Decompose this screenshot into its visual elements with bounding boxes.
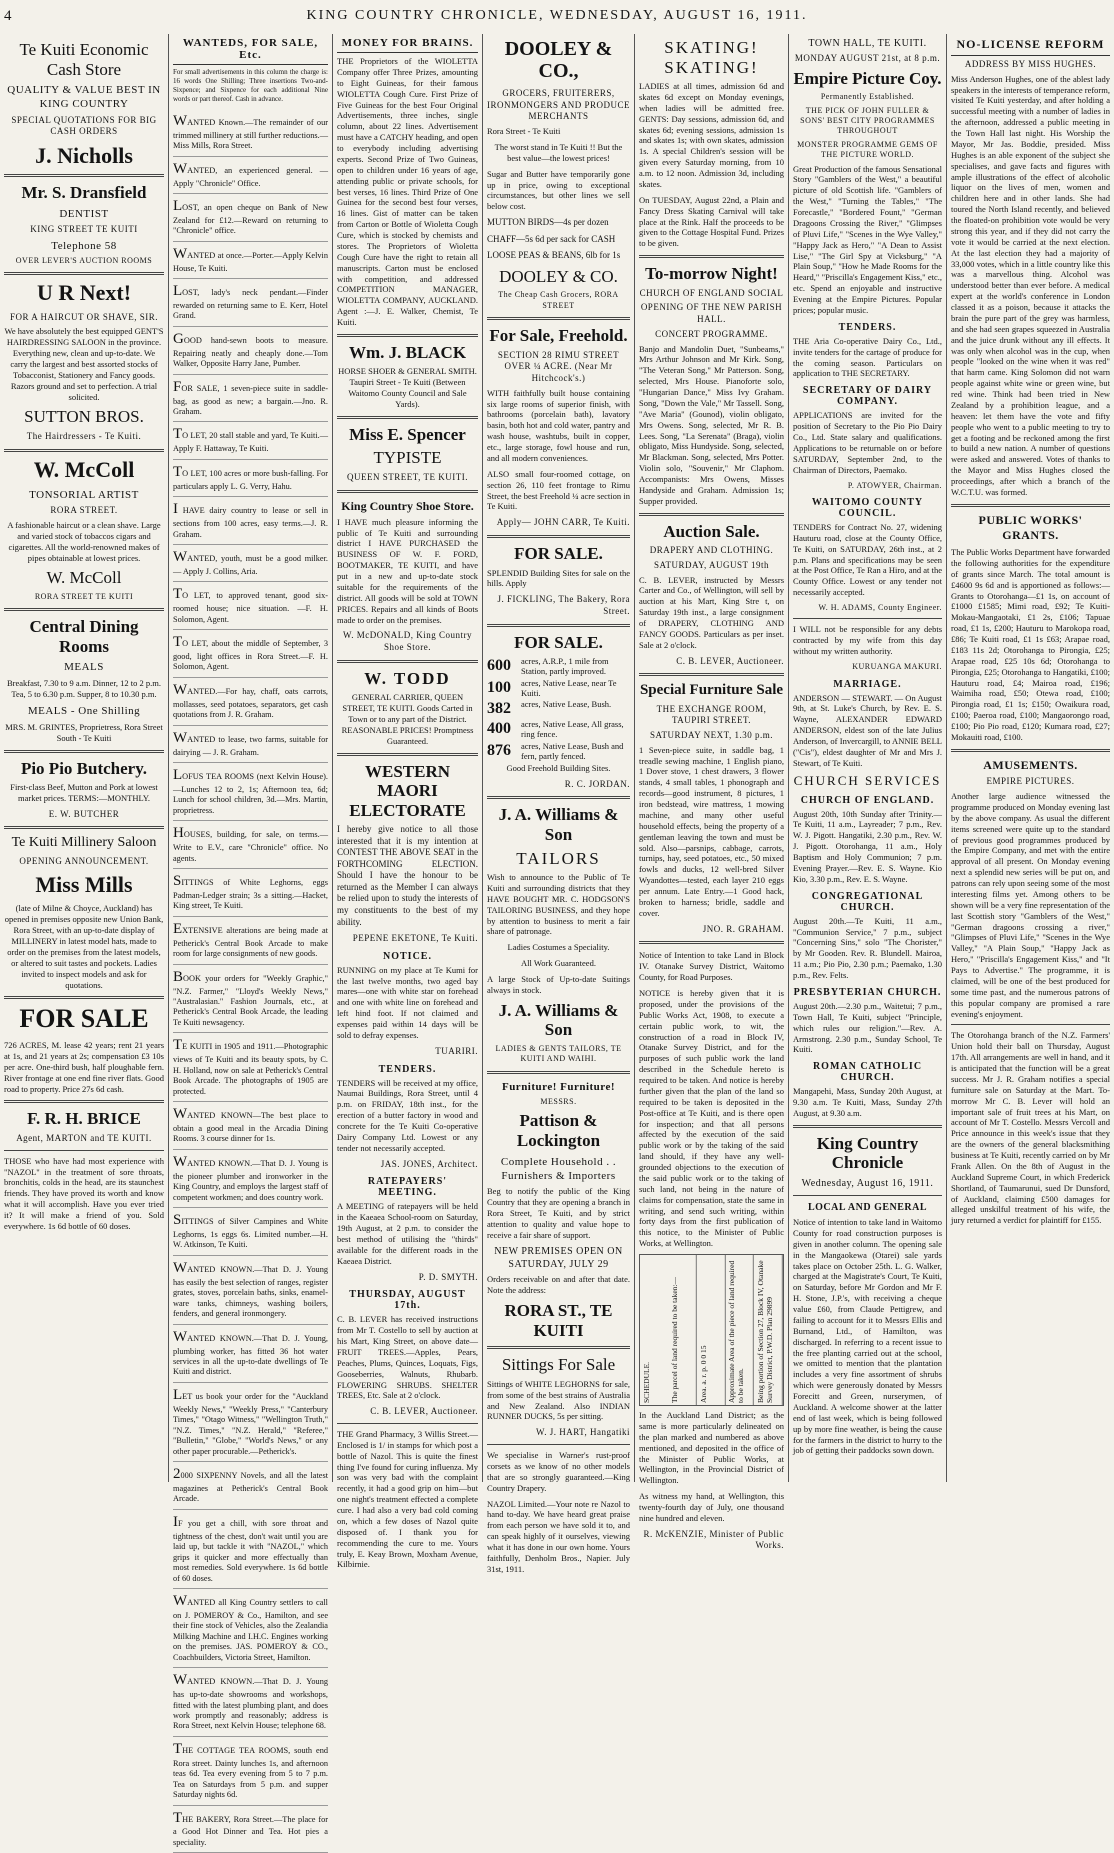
column-4 [482, 34, 634, 1574]
shoe-store-text: I HAVE much pleasure informing the public of Te Kuiti and surrounding district I HAVE PURCHASED the BUSINESS OF W. F. FORD, BOOTMAKER, TE KUITI, and have put in a new and up-to-date stock suitable for the requirements of the district. All goods will be sold at TOWN PRICES. Repairs and all kinds of Boots made to order on the premises. [337, 516, 478, 625]
millinery-name: Te Kuiti Millinery Saloon [11, 835, 157, 851]
lot-acres: 400 [487, 720, 511, 738]
todd-sub: GENERAL CARRIER, QUEEN STREET, TE KUITI. Goods Carted in Town or to any part of the District. REASONABLE PRICES! Promptness Guaranteed. [341, 692, 474, 746]
cottage-text: ALSO small four-roomed cottage, on section 26, 110 feet frontage to Rimu Street, the best Freehold ¼ acre section in Te Kuiti. [487, 468, 630, 512]
sutton-name: SUTTON BROS. [24, 407, 144, 427]
spencer-name: Miss E. Spencer [349, 424, 466, 444]
wanted-ad: LOFUS TEA ROOMS (next Kelvin House).—Lunches 12 to 2, 1s; Afternoon tea, 6d; Lunch for school children, 3d.—Mrs. Martin, proprietress. [173, 763, 328, 821]
atower-sign: P. ATOWYER, Chairman. [847, 480, 942, 490]
local-heading: LOCAL AND GENERAL [807, 1202, 928, 1214]
column-5 [634, 34, 788, 1551]
wanted-ad: WANTED to lease, two farms, suitable for dairying — J. R. Graham. [173, 726, 328, 763]
messrs-label: MESSRS. [540, 1097, 577, 1107]
tomorrow-heading: To-morrow Night! [645, 264, 778, 284]
town-hall: TOWN HALL, TE KUITI. [808, 38, 927, 49]
land-lot [487, 678, 630, 698]
roman-text: Mangapehi, Mass, Sunday 20th August, at 9.30 a.m. Te Kuiti, Mass, Sunday 27th August, at 9.30 a.m. [793, 1086, 942, 1119]
mckenzie-sign: R. McKENZIE, Minister of Public Works. [643, 1528, 784, 1551]
wanted-ad: LET us book your order for the "Auckland Weekly News," "Weekly Press," "Canterbury Times," "Otago Witness," "Wellington Truth," "N.Z. Times," "N.Z. Herald," "Referee," "Bulletin," "Globe," "World's News," or any other paper procurable.—Petherick's. [173, 1383, 328, 1462]
land-lot [487, 699, 630, 718]
wanted-ad: THE BAKERY, Rora Street.—The place for a Good Hot Dinner and Tea. Hot pies a speciality. [173, 1806, 328, 1853]
tenders-text: TENDERS will be received at my office, Naumai Buildings, Rora Street, until 4 p.m. on FRIDAY, 18th inst., for the erection of a butter factory in wood and concrete for the Te Kuiti Co-operative Dairy Company Ltd. Lowest or any tender not necessarily accepted. [337, 1077, 478, 1153]
exchange-room: THE EXCHANGE ROOM, TAUPIRI STREET. [656, 703, 767, 726]
mccoll-address-2: RORA STREET TE KUITI [34, 591, 134, 601]
graham-sign: JNO. R. GRAHAM. [702, 923, 784, 934]
notice-text: RUNNING on my place at Te Kumi for the last twelve months, two aged bay mares—one with white star on forehead and one with white line on forehead and left hind foot. If not claimed and expenses paid within 14 days will be sold to defray expenses. [337, 964, 478, 1040]
marriage-text: ANDERSON — STEWART. — On August 9th, at St. Luke's Church, by Rev. E. S. Wayne, ALEXANDER EDWARD ANDERSON, eldest son of the late Julius Anderson, of Invercargill, to ANNIE BELL ("Cis"), eldest daughter of Mr and Mrs J. Stewart, of Te Kuiti. [793, 692, 942, 768]
wanted-ad: TE KUITI in 1905 and 1911.—Photographic views of Te Kuiti and its beauty spots, by C. H. Holland, now on sale at Petherick's Central Book Arcade. The photographs of 1905 are protected. [173, 1033, 328, 1102]
butchery-name: Pio Pio Butchery. [20, 758, 148, 778]
responsible-text: I WILL not be responsible for any debts contracted by my wife from this day without my written authority. [793, 624, 942, 657]
lot-acres: 600 [487, 657, 511, 675]
public-works-text: The Public Works Department have forwarded the following authorities for the expenditure of grants since March. The total amount is £4600 9s 6d and is apportioned as follows:—Grants to Otorohanga—£1 1s, on account of £1000 £1585; Mimi road, £92; Te Kuiti-Mokau-Mangaotaki, £1 2s, £106; Tapuae road, £1 1s, £200; Hauturu to Marokopa road, £86; Te Kuiti road, £1 1s £63; Arapae road, £183 11s 2d; Otorohanga to Pirongia, £25; Arapae road, £25 10s 6d; Otorohanga to Pirongia, £25; Otorohanga to Hangatiki, £100; Hauturu road, £4; Mairoa road, £196; Waimiha road, £50; Otewa road, £100; Pirongia road, £1 1s; £150; Owaikura road, £100; Paeroa road, £100; Mangaorongo road, £100; Pio Pio road, £120; Kumara road, £27; Mokauiti road, £100. [951, 547, 1110, 742]
wanted-ad: WANTED at once.—Porter.—Apply Kelvin House, Te Kuiti. [173, 242, 328, 279]
ratepayers-heading: RATEPAYERS' MEETING. [367, 1176, 448, 1199]
dooley-sub: GROCERS, FRUITERERS, IRONMONGERS AND PRODUCE MERCHANTS [487, 88, 631, 122]
auction-heading: Auction Sale. [663, 521, 760, 541]
nazol-ad: THOSE who have had most experience with "NAZOL" in the treatment of sore throats, bronchitis, colds in the head, are its staunchest friends. They have proved its worth and know what it will accomplish. Have you ever tried it? It will make a friend of you. Sold everywhere. 1s 6d bottle of 60 doses. [4, 1155, 164, 1231]
black-sub: HORSE SHOER & GENERAL SMITH. Taupiri Street - Te Kuiti (Between Waitomo County Council and Sale Yards). [338, 366, 477, 410]
wanted-ad: EXTENSIVE alterations are being made at Petherick's Central Book Arcade to make room for large consignments of new goods. [173, 917, 328, 965]
lot-acres: 876 [487, 741, 511, 759]
column-3 [332, 34, 482, 1570]
adams-sign: W. H. ADAMS, County Engineer. [818, 603, 942, 613]
butcher-name: E. W. BUTCHER [48, 808, 120, 819]
schedule-cell: Area. a. r. p. 0 0 15 [697, 1255, 726, 1405]
applications-text: APPLICATIONS are invited for the position of Secretary to the Pio Pio Dairy Co., Ltd. State salary and qualifications. Applications to be returnable on or before SATURDAY, September 2nd, to the Chairman of Directors, Paemako. [793, 410, 942, 475]
fickling-sign: J. FICKLING, The Bakery, Rora Street. [497, 594, 630, 616]
page-number: 4 [4, 8, 12, 24]
mccoll-name-2: W. McColl [46, 568, 122, 588]
dooley-sub-2: The Cheap Cash Grocers, RORA STREET [498, 290, 619, 310]
cong-heading: CONGREGATIONAL CHURCH. [811, 890, 924, 913]
haircut-line: FOR A HAIRCUT OR SHAVE, SIR. [10, 311, 158, 322]
ratepayers-text: A MEETING of ratepayers will be held in the Kaeaea School-room on Saturday, 19th August, at 2 p.m. to consider the best method of utilising the "thirds" available for the different roads in the Kaeaea District. [337, 1201, 478, 1266]
williams-name: J. A. Williams & Son [498, 805, 619, 844]
pres-text: August 20th.—2.30 p.m., Waitetui; 7 p.m., Town Hall, Te Kuiti, subject "Principle, which rules our religion."—Rev. A. Armstrong. 2.30 p.m., Sunday School, Te Kuiti. [793, 1000, 942, 1055]
section-text: WITH faithfully built house containing six large rooms of superior finish, with bathrooms (porcelain bath), lavatory basin, both hot and cold water, pantry and wash house, washtubs, built in copper, etc., large storage, fowl house and run, and all modern conveniences. [487, 387, 630, 463]
notice-land-text: NOTICE is hereby given that it is proposed, under the provisions of the Public Works Act, 1908, to execute a certain public work, to wit, the construction of a road in Block IV, Otanake Survey District, and for the purposes of such public work the land described in the Schedule hereto is required to be taken. And notice is hereby further given that the plan of the land so required to be taken is deposited in the Post-office at Te Kuiti, and is there open for inspection; and that all persons affected by the execution of the said public work or by the taking of the said land should, if they have any well-grounded objections to the execution of the said public work or to the taking of such land, not being in the nature of claims for compensation, state the same in writing, and send such writing, within forty days from the first publication of this notice, to the Minister of Public Works, at Wellington. [639, 988, 784, 1249]
chaff-price: CHAFF—5s 6d per sack for CASH [487, 233, 616, 244]
mills-text: (late of Milne & Choyce, Auckland) has opened in premises opposite new Union Bank, Rora Street, with an up-to-date display of MILLINERY in latest model hats, made to order on the premises from the latest models, or altered to suit tastes and pockets. Ladies invited to inspect models and ask for quotations. [4, 903, 164, 990]
saloon-text: We have absolutely the best equipped GENT'S HAIRDRESSING SALOON in the province. Everything new, clean and up-to-date. We carry the largest and best assorted stocks of Tobacconist, Stationery and Fancy goods. Razors ground and set to perfection. A trial solicited. [4, 326, 164, 402]
tenders-heading-6: TENDERS. [838, 321, 897, 333]
drapery-line: DRAPERY AND CLOTHING. [649, 545, 774, 556]
nolicense-heading: NO-LICENSE REFORM [951, 34, 1110, 56]
thursday-text: C. B. LEVER has received instructions from Mr T. Costello to sell by auction at his Mart, King Street, on above date— FRUIT TREES.—Apples, Pears, Peaches, Plums, Quinces, Loquats, Figs, Gooseberries, Walnuts, Rhubarb. FLOWERING SHRUBS. SHELTER TREES, Etc. Sale at 2 o'clock. [337, 1314, 478, 1401]
district-text: In the Auckland Land District; as the same is more particularly delineated on the plan marked and numbered as above mentioned, and deposited in the office of the Minister of Public Works, at Wellington, in the Provincial District of Wellington. [639, 1410, 784, 1486]
wanted-ad: WANTED Known.—The remainder of our trimmed millinery at still further reductions.—Miss Mills, Rora Street. [173, 109, 328, 157]
for-sale-1-heading: FOR SALE. [514, 543, 603, 563]
for-sale-2-heading: FOR SALE. [514, 632, 603, 652]
misc-news-text: The Otorohanga branch of the N.Z. Farmers' Union hold their ball on Thursday, August 17th. All arrangements are well in hand, and it is anticipated that the function will be a great success. Mr J. R. Graham notifies a special furniture sale on Saturday at the Mart. To-morrow Mr C. B. Lever will hold an important sale of fruit trees at his Mart, on account of Mr T. Costello. Messrs Vercoll and Price announce in this week's issue that they are the owners of the general blacksmithing business at Te Kuiti, recently carried on by Mr Frank Allen. On the 8th of August in the Auckland Supreme Court, in which Frederick Shortland, of Taumarunui, sued Dr Dunsford, of Auckland, claiming £500 damages for alleged unskilful treatment of his wife, the jury returned a verdict for plaintiff for £155. [951, 1030, 1110, 1226]
special-sale-heading: Special Furniture Sale [639, 682, 784, 699]
kcc-title: King Country Chronicle [816, 1133, 919, 1173]
wanted-ad: TO LET, 100 acres or more bush-falling. For particulars apply L. G. Verry, Hahu. [173, 460, 328, 497]
wanted-ad: IF you get a chill, with sore throat and tightness of the chest, don't wait until you are laid up, but tackle it with "NAZOL," which grips it quicker and more effectually than most remedies. Sold everywhere. 1s 6d bottle of 60 doses. [173, 1510, 328, 1589]
lever-sign: C. B. LEVER, Auctioneer. [370, 1406, 478, 1417]
wanteds-intro: For small advertisements in this column the charge is: 16 words One Shilling; Three insertions Two-and-Sixpence; and Sixpence for each additional Nine words or part thereof. Cash in advance. [173, 68, 328, 103]
church-services-heading: CHURCH SERVICES [793, 772, 942, 788]
jordan-sign: R. C. JORDAN. [564, 778, 630, 789]
wanted-ad: LOST, lady's neck pendant.—Finder rewarded on returning same to E. Kerr, Hotel Grand. [173, 279, 328, 327]
black-name: Wm. J. BLACK [348, 342, 467, 362]
mutton-birds: MUTTON BIRDS—4s per dozen [487, 217, 609, 228]
dooley-name: DOOLEY & CO., [504, 38, 613, 82]
rora-address: RORA ST., TE KUITI [504, 1301, 613, 1340]
williams-text: Wish to announce to the Public of Te Kuiti and surrounding districts that they HAVE BOUGHT MR. C. HODGSON'S TAILORING BUSINESS, and they hope by attention to business to merit a fair share of patronage. [487, 872, 630, 937]
hart-sign: W. J. HART, Hangatiki [536, 1427, 630, 1438]
lot-acres: 100 [487, 678, 511, 696]
shop-tagline: QUALITY & VALUE BEST IN KING COUNTRY [7, 84, 161, 111]
monster-line: MONSTER PROGRAMME GEMS OF THE PICTURE WORLD. [797, 139, 938, 160]
wanted-ad: 2000 SIXPENNY Novels, and all the latest magazines at Petherick's Central Book Arcade. [173, 1462, 328, 1510]
millinery-opening: OPENING ANNOUNCEMENT. [19, 855, 149, 866]
mccoll-name: W. McColl [33, 456, 135, 482]
smyth-sign: P. D. SMYTH. [418, 1271, 478, 1282]
meals-price: MEALS - One Shilling [27, 705, 141, 718]
cofe-heading: CHURCH OF ENGLAND. [800, 794, 935, 806]
dooley-name-2: DOOLEY & CO. [499, 266, 618, 286]
warner-text: We specialise in Warner's rust-proof corsets as we know of no other models that are so strongly guaranteed.—King Country Drapery. [487, 1450, 630, 1493]
schedule-cell: SCHEDULE. [642, 1361, 651, 1403]
wanted-ad: TO LET, about the middle of September, 3 good, light offices in Rora Street.—F. H. Solomon, Agent. [173, 630, 328, 678]
wanted-ad: BOOK your orders for "Weekly Graphic," "N.Z. Farmer," "Lloyd's Weekly News," "Australasian." Fashion Journals, etc., at Petherick's Central Book Arcade, the leading Te Kuiti newsagency. [173, 965, 328, 1034]
register-line: Good Freehold Building Sites. [506, 762, 611, 773]
wanted-ad: WANTED KNOWN.—That D. J. Young has up-to-date showrooms and workshops, fitted with the latest plumbing plant, and does work promptly and reasonably; address is Rora Street, next Kelvin House; telephone 68. [173, 1668, 328, 1737]
wanteds-header: WANTEDS, FOR SALE, Etc. [173, 34, 328, 65]
brice-sub: Agent, MARTON and TE KUITI. [16, 1132, 152, 1143]
wanted-ad: TO LET, 20 stall stable and yard, Te Kuiti.—Apply F. Hattaway, Te Kuiti. [173, 422, 328, 459]
wanted-ad: WANTED, youth, must be a good milker. — Apply J. Collins, Aria. [173, 545, 328, 582]
mcdonald-sign: W. McDONALD, King Country Shoe Store. [343, 630, 472, 653]
carnival-text: On TUESDAY, August 22nd, a Plain and Fancy Dress Skating Carnival will take place at the Rink. Half the proceeds to be given to the Cottage Hospital Fund. Prizes to be given. [639, 194, 784, 249]
empire-text: Great Production of the famous Sensational Story "Gamblers of the West," a beautiful picture of old Scottish life. "Gamblers of the West," "Turning the Tables," "The Forecastle," "Bordered Fount," "German Dragoons Crossing the River," "Glimpses of Pluvi Life," "Scenes in the Wye Valley," "Happy Jack as Hero," "A Dean to Assist Lise," "The Girl Spy at Vicksburg," "A Plain Soup," "How he Made Rooms for the Heard," "Priscilla's Engagement Kiss," etc., etc. Spend an enjoyable and instructive Evening at the Empire Pictures. Popular prices; popular music. [793, 163, 942, 315]
sittings-text: Sittings of WHITE LEGHORNS for sale, from some of the best strains of Australia and New Zealand. Also INDIAN RUNNER DUCKS, 5s per sitting. [487, 1378, 630, 1422]
saturday-next: SATURDAY NEXT, 1.30 p.m. [650, 730, 773, 740]
wanted-ad: WANTED KNOWN—The best place to obtain a good meal in the Arcadia Dining Rooms. 3 course dinner for 1s. [173, 1102, 328, 1150]
meal-times: Breakfast, 7.30 to 9 a.m. Dinner, 12 to 2 p.m. Tea, 5 to 6.30 p.m. Supper, 8 to 10.30 p.m. [6, 677, 162, 699]
amusements-heading: AMUSEMENTS. [983, 757, 1078, 772]
dentist-address: KING STREET TE KUITI [30, 224, 138, 235]
wanted-ad: LOST, an open cheque on Bank of New Zealand for £12.—Reward on returning to "Chronicle" office. [173, 194, 328, 242]
land-lot [487, 741, 630, 761]
makuri-sign: KURUANGA MAKURI. [852, 662, 942, 672]
auction-date: SATURDAY, AUGUST 19th [653, 559, 770, 570]
dairy-secretary-heading: SECRETARY OF DAIRY COMPANY. [802, 385, 933, 408]
western-text: I hereby give notice to all those interested that it is my intention at CONTEST THE ABOVE SEAT in the FORTHCOMING ELECTION. Should I have the honour to be returned as the Member I can always be relied upon to study the interests of my constituents to the best of my ability. [337, 824, 478, 927]
brice-name: F. R. H. BRICE [27, 1109, 141, 1129]
grand-pharmacy-text: THE Grand Pharmacy, 3 Willis Street.—Enclosed is 1/ in stamps for which post a bottle of Nazol. This is quite the finest thing I've found for curing influenza. My son was very bad with the complaint recently, it had a good grip on him—but one night's treatment effected a complete cure. I had also a very bad cold coming on, which a few doses of Nazol quite disposed of. I thank you for recommending the cure to me. Yours truly, E. Keay Brown, Moxham Avenue, Kilbirnie. [337, 1428, 478, 1570]
freehold-heading: For Sale, Freehold. [489, 326, 628, 346]
waitomo-heading: WAITOMO COUNTY COUNCIL. [811, 496, 924, 519]
tailors-label: TAILORS [516, 848, 601, 868]
empire-pictures-heading: EMPIRE PICTURES. [986, 776, 1075, 787]
column-2 [168, 34, 332, 1847]
column-7 [946, 34, 1114, 1482]
wanted-ad: THE COTTAGE TEA ROOMS, south end Rora street. Dainty lunches 1s, and afternoon teas 6d. Tea every evening from 5 to 7 p.m. Tea on Saturdays from 5 p.m. and supper Saturday nights 6d. [173, 1737, 328, 1806]
section-line: SECTION 28 RIMU STREET OVER ¼ ACRE. (Near Mr Hitchcock's.) [497, 349, 620, 383]
local-text: Notice of intention to take land in Waitomo County for road construction purposes is given in another column. The opening sale in the Mangaokewa (Otarei) sale yards takes place on October 25th. L. G. Walker, charged at the Magistrate's Court, Te Kuiti, on Saturday, before Mr Gordon and Mr F. H. Stone, J.P.'s, with receiving a cheque value £60, from Claude Pettigrew, and failing to account for it to Messrs Ellis and Burnand, Ltd., of Hamilton, was discharged. In referring to a recent issue to the free planting carried out at the school, we omitted to mention that the plantation includes a very fine assortment of shrubs which were generously donated by Messrs Forecitt and Green, nurserymen, of Auckland. A welcome shower at the latter end of last week, which is being followed up by more fine weather, is being the cause for the farmers in the district to hurry to the job of getting their paddocks sown down. [793, 1217, 942, 1456]
land-lots-list [487, 656, 630, 761]
pick-line: THE PICK OF JOHN FULLER & SONS' BEST CITY PROGRAMMES THROUGHOUT [800, 105, 935, 136]
roman-heading: ROMAN CATHOLIC CHURCH. [812, 1061, 923, 1084]
public-works-heading: PUBLIC WORKS' GRANTS. [978, 512, 1083, 543]
new-premises: NEW PREMISES OPEN ON SATURDAY, JULY 29 [494, 1246, 623, 1271]
sugar-note: Sugar and Butter have temporarily gone up in price, owing to exceptional circumstances, but other lines we sell below cost. [487, 168, 630, 212]
for-sale-heading: FOR SALE [19, 1004, 149, 1034]
thursday-heading: THURSDAY, AUGUST 17th. [349, 1289, 466, 1312]
schedule-cell: Approximate Area of the piece of land required to be taken. [725, 1255, 754, 1405]
sittings-heading: Sittings For Sale [501, 1355, 616, 1375]
furniture-line: Furniture! Furniture! [501, 1080, 616, 1093]
suitings-line: A large Stock of Up-to-date Suitings always in stock. [487, 974, 630, 995]
complete-line: Complete Household . . Furnishers & Importers [500, 1155, 617, 1182]
nolicense-text: Miss Anderson Hughes, one of the ablest lady speakers in the interests of temperance reform, visited Te Kuiti yesterday, and after holding a successful meeting with a number of ladies in the afternoon, addressed a public meeting in the Town Hall last night. His Worship the Mayor, Mr Jas. Boddie, presided. Miss Hughes is an able exponent of the subject she specialises, and gave facts and figures with ample illustrations of the effect of alcoholic liquor on the lives of men, women and children here and in other lands. She had toured the North Island recently, and believed the floated-on prohibition vote would be very strong this year, and if they did not carry the vote it would be carried at the next election. At the last election they had a majority of 33,000 votes, which in a little country like this was a marvellous thing. Alcohol was understood better than ever before. A medical expert at the world's conference in London classed it as a poison, because it attacks the brain the pure part of the grey was harmless, and she had seen grapes squeezed in Australia and the juice drunk without any ill effects. It was only when alcohol was in the cup, when people "looked on the wine when it was red" that harm came. King Solomon did not warn people against white wine or green wine, but red wine. Think had been tried in New Zealand by a prohibition league, and a heaven: let them have the vote and fifty people who went to a public meeting to try to get a footing and be reckoned among the first to build a new nation. A number of questions were asked and answered. Votes of thanks to the Mayor and Miss Hughes closed the proceedings, after which a branch of the W.C.T.U. was formed. [951, 73, 1110, 497]
newspaper-title: KING COUNTRY CHRONICLE, WEDNESDAY, AUGUST 16, 1911. [306, 8, 808, 23]
schedule-table [639, 1254, 784, 1406]
mills-name: Miss Mills [35, 872, 133, 898]
pattison-name: Pattison & Lockington [516, 1111, 601, 1150]
tenders-heading: TENDERS. [378, 1063, 437, 1075]
typiste-label: TYPISTE [373, 448, 442, 468]
meals-label: MEALS [64, 661, 104, 674]
waitomo-text: TENDERS for Contract No. 27, widening Hauturu road, close at the County Office, Te Kuiti, on SATURDAY, 26th inst., at 2 p.m. Plans and specifications may be seen at the Post Office, Te Ran a Hiro, and at the County Office. Lowest or any tender not necessarily accepted. [793, 521, 942, 598]
butchery-text: First-class Beef, Mutton and Pork at lowest market prices. TERMS:—MONTHLY. [10, 782, 158, 803]
tonsorial-label: TONSORIAL ARTIST [29, 488, 139, 501]
lot-description: acres, Native Lease, near Te Kuiti. [521, 677, 617, 698]
pres-heading: PRESBYTERIAN CHURCH. [793, 986, 942, 998]
wanted-ad: I HAVE dairy country to lease or sell in sections from 100 acres, easy terms.—J. R. Graham. [173, 497, 328, 545]
orders-line: Orders receivable on and after that date. Note the address: [487, 1274, 630, 1296]
land-lot [487, 719, 630, 739]
pattison-text: Beg to notify the public of the King Country that they are opening a branch in Rora Street, Te Kuiti, and by strict attention to quality and value hope to receive a fair share of support. [487, 1186, 630, 1240]
spencer-address: QUEEN STREET, TE KUITI. [347, 472, 468, 483]
jones-sign: JAS. JONES, Architect. [380, 1158, 478, 1169]
witness-text: As witness my hand, at Wellington, this twenty-fourth day of July, one thousand nine hundred and eleven. [639, 1491, 784, 1523]
dentist-rooms: OVER LEVER'S AUCTION ROOMS [15, 256, 153, 266]
wanted-ad: WANTED KNOWN.—That D. J. Young is the pioneer plumber and ironworker in the King Country, and employs the largest staff of competent workmen; and does country work. [173, 1150, 328, 1208]
cofe-text: August 20th, 10th Sunday after Trinity.—Te Kuiti, 11 a.m., Layreader; 7 p.m., Rev. W. J. Pigott. Hangatiki, 2.30 p.m., Rev. W. J. Pigott. Otorohanga, 11 a.m., Holy Baptism and Holy Communion; 7 p.m. Evening Prayer.—Rev. E. S. Wayne. Kio Kio, 3.30 p.m., Rev. E. S. Wayne. [793, 808, 942, 884]
wanted-ad: SITTINGS of Silver Campines and White Leghorns, 1s eggs 6s. Limited number.—H. W. Atkinson, Te Kuiti. [173, 1208, 328, 1256]
masthead [0, 0, 1114, 34]
cong-text: August 20th.—Te Kuiti, 11 a.m., "Communion Service," 7 p.m., subject "Concerning Sins," solo "The Chorister," by Mr Gooden. Rev. R. Blundell. Mairoa, 11 a.m.; Pio Pio, 2.30 p.m.; Paemako, 1.30 p.m., Rev. Felts. [793, 915, 942, 981]
ur-next-heading: U R Next! [36, 280, 132, 306]
for-sale-text: 726 ACRES, M. lease 42 years; rent 21 years at 1s, and 21 years at 2s; compensation £3 10s per acre. One-third bush, half ploughable fern. River frontage at one end fine river flats. Good road to property. Price 27s 6d cash. [4, 1040, 164, 1094]
special-sale-text: 1 Seven-piece suite, in saddle bag, 1 treadle sewing machine, 1 English piano, 1 Dover stove, 1 chest drawers, 3 flower stands, 4 small tables, 1 phonograph and records—good instrument, 8 pictures, 1 iron bedstead, wire mattress, 1 mowing machine, and many other useful household effects, being the property of a gentleman leaving the town and must be sold. Also—parsnips, cabbage, carrots, turnips, hay, seed potatoes, etc., 50 mixed fowls and ducks, 12 well-bred Silver Wyandottes—tested, each layer 210 eggs per annum. Late Entry.—1 Good hack, broken to harness; bridle, saddle and cover. [639, 744, 784, 918]
parish-hall: OPENING OF THE NEW PARISH HALL. [640, 302, 783, 325]
shop-note: SPECIAL QUOTATIONS FOR BIG CASH ORDERS [11, 114, 157, 137]
wanted-ad: FOR SALE, 1 seven-piece suite in saddle-bag, as good as new; a bargain.—Jno. R. Graham. [173, 375, 328, 423]
auction-text: C. B. LEVER, instructed by Messrs Carter and Co., of Wellington, will sell by auction at his Mart, King Stre t, on Saturday 19th inst., a large consignment of DRAPERY, CLOTHING AND FANCY GOODS. Particulars as per inset. Sale at 2 o'clock. [639, 574, 784, 650]
ladies-line: Ladies Costumes a Speciality. [507, 942, 610, 953]
wanted-ad: WANTED.—For hay, chaff, oats carrots, mollasses, seed potatoes, separators, get cash quotations from J. R. Graham. [173, 678, 328, 726]
skating-text: LADIES at all times, admission 6d and skates 6d except on Monday evenings, when ladies will be admitted free. GENTS: Day sessions, admission 6d, and skates 6d; evening sessions, admission 1s and skates 1s; with own skates, admission 1s. A special Children's session will be given every Saturday morning, from 10 a.m. to 12 noon. Admission 3d, including skates. [639, 81, 784, 189]
nicholls-name: J. Nicholls [35, 143, 133, 169]
address-heading: ADDRESS BY MISS HUGHES. [964, 59, 1097, 69]
church-social: CHURCH OF ENGLAND SOCIAL [639, 287, 784, 298]
lot-description: acres, Native Lease, Bush and fern, partly fenced. [521, 740, 624, 761]
carr-sign: Apply— JOHN CARR, Te Kuiti. [496, 517, 630, 528]
dentist-label: DENTIST [59, 207, 109, 220]
wanted-ad: WANTED KNOWN.—That D. J. Young has easily the best selection of ranges, register grates, stoves, porcelain baths, sinks, enamel-ware tanks, chimneys, washing boilers, fenders, and general ironmongery. [173, 1256, 328, 1325]
land-lot [487, 656, 630, 676]
williams-sub-2: LADIES & GENTS TAILORS, TE KUITI AND WAIHI. [495, 1043, 622, 1064]
williams-name-2: J. A. Williams & Son [498, 1000, 619, 1040]
wanted-ad: WANTED, an experienced general. —Apply "Chronicle" Office. [173, 157, 328, 194]
money-text: THE Proprietors of the WIOLETTA Company offer Three Prizes, amounting to Eight Guineas, for their famous WIOLETTA Cough Cure. First Prize of Five Guineas for the best Four Original Advertisements, three inches, single column, about 22 lines. Advertisement must have a CATCHY heading, and open to everybody including advertising experts. Second Prize of Two Guineas, open to children under 16 years of age, attending public or private schools, for best verses, 16 lines. Third Prize of One Guinea for the second best four verses, 16 lines. Gist of matter can be taken from Carton or Bottle of Wioletta Cough Cure, which is stocked by chemists and stores. The Proprietors of Wioletta Cough Cure have the right to retain all manuscripts. Carton must be enclosed with competition, and addressed COMPETITION MANAGER, WIOLETTA COMPANY, AUCKLAND. Agent :—J. E. Walker, Chemist, Te Kuiti. [337, 56, 478, 327]
auction-lever-sign: C. B. LEVER, Auctioneer. [676, 655, 784, 666]
empire-name: Empire Picture Coy. [793, 68, 942, 88]
aria-tenders: THE Aria Co-operative Dairy Co., Ltd., invite tenders for the cartage of produce for the coming season. Particulars on application to THE SECRETARY. [793, 335, 942, 379]
programme-text: Banjo and Mandolin Duet, "Sunbeams," Mrs Arthur Johnson and Mr Kirk. Song, "The Veteran Song," Mr Patterson. Song, selected, Mrs House. Pianoforte solo, "Hungarian Dance," Miss Ivy Graham. Song, "Down the Vale," Mr Tassell. Song, "Ave Maria" (Gounod), violin obligato, Mrs Owens. Song, selected, Mr R. B. Lees. Song, "La Serenata" (Braga), violin obligato, Miss Hundyside. Song, selected, Mr Blackman. Song, selected, Mrs Potter. Violin solo, "Souvenir," Mr Claphom. Accompanists: Mrs Owens, Misses Handyside and Graham. Admission 1s; Supper provided. [639, 343, 784, 506]
monday-line: MONDAY AUGUST 21st, at 8 p.m. [794, 53, 941, 63]
notice-heading: NOTICE. [383, 950, 432, 962]
western-heading: WESTERN MAORI ELECTORATE [349, 761, 466, 820]
wanted-ad: TO LET, to approved tenant, good six-roomed house; nice situation. —F. H. Solomon, Agent. [173, 582, 328, 630]
sites-text: SPLENDID Building Sites for sale on the hills. Apply [487, 567, 630, 589]
column-6 [788, 34, 946, 1482]
tuariri-sign: TUARIRI. [435, 1045, 478, 1056]
nazol-letter: NAZOL Limited.—Your note re Nazol to hand to-day. We have heard great praise from each person we have sold it to, and can speak highly of it ourselves, viewing what it has done in our own home. Yours faithfully, Denholm Bros., Napier. July 31st, 1911. [487, 1498, 630, 1574]
lot-description: acres, A.R.P., 1 mile from Station, partly improved. [521, 656, 609, 677]
money-header: MONEY FOR BRAINS. [337, 34, 478, 53]
dining-rooms-name: Central Dining Rooms [29, 617, 139, 656]
wanted-ad: HOUSES, building, for sale, on terms.—Write to E.V., care "Chronicle" office. No agents. [173, 821, 328, 869]
lot-acres: 382 [487, 699, 511, 717]
grintes-line: MRS. M. GRINTES, Proprietress, Rora Street South - Te Kuiti [5, 721, 163, 743]
mccoll-street: RORA STREET. [50, 505, 118, 516]
peas-price: LOOSE PEAS & BEANS, 6lb for 1s [487, 250, 621, 261]
guaranteed-line: All Work Guaranteed. [521, 958, 596, 969]
dransfield-name: Mr. S. Dransfield [21, 183, 147, 203]
wanted-ad: WANTED KNOWN.—That D. J. Young, plumbing worker, has fitted 36 hot water services in all the up-to-date dwellings of Te Kuiti and district. [173, 1325, 328, 1383]
schedule-cell: Being portion of Section 27, Block IV, Otanake Survey District, P.W.D. Plan 29899 [754, 1255, 783, 1405]
marriage-heading: MARRIAGE. [833, 678, 902, 690]
schedule-cell: The parcel of land required to be taken:— [668, 1255, 697, 1405]
worst-stand: The worst stand in Te Kuiti !! But the best value—the lowest prices! [494, 141, 623, 163]
wanted-ads-list [173, 109, 328, 1853]
wanted-ad: GOOD hand-sewn boots to measure. Repairing neatly and cheaply done.—Tom Walker, Opposite Harry Jane, Pumber. [173, 327, 328, 375]
amusements-text: Another large audience witnessed the programme produced on Monday evening last by the above company. As usual the different items screened were quite up to the standard of previous good programmes produced by the Empire Company, and met with the entire approval of all present. On Monday evening next a splendid new series will be put on, and patrons can rely upon seeing some of the most interesting films yet. Among others to be shown will be a very fine representation of the last Scottish story "Gamblers of the West," "German dragoons crossing a river," "Glimpses of Pluvi Life," "Scenes in the Wye Valley," "A Plain Soup," "Happy Jack as Hero," "Priscilla's Engagement Kiss," and "It Pays to Advertise." The programme, it is claimed, will be one of the best produced for some time past, and the numerous patrons of this popular company are promised a rare evening's enjoyment. [951, 791, 1110, 1019]
dentist-telephone: Telephone 58 [51, 239, 117, 252]
concert-programme: CONCERT PROGRAMME. [655, 328, 768, 339]
wanted-ad: SITTINGS of White Leghorns, eggs Padman-Ledger strain; 3s a sitting.—Hacket, King street, Te Kuiti. [173, 869, 328, 917]
lot-description: acres, Native Lease, Bush. [521, 698, 612, 709]
shop-economic-store: Te Kuiti Economic Cash Store [19, 40, 149, 79]
sutton-sub: The Hairdressers - Te Kuiti. [26, 431, 142, 442]
dooley-street: Rora Street - Te Kuiti [487, 126, 561, 137]
notice-land-heading: Notice of Intention to take Land in Block IV. Otanake Survey District, Waitomo County, for Road Purposes. [639, 950, 784, 983]
permanent-line: Permanently Established. [820, 92, 915, 102]
kcc-date: Wednesday, August 16, 1911. [801, 1178, 934, 1190]
todd-name: W. TODD [364, 668, 451, 688]
pepene-sign: PEPENE EKETONE, Te Kuiti. [352, 933, 478, 944]
lot-description: acres, Native Lease, All grass, ring fence. [521, 719, 624, 740]
column-1 [0, 34, 168, 1482]
mccoll-text: A fashionable haircut or a clean shave. Large and varied stock of tobaccos cigars and cigarettes. All the world-renowned makes of pipes obtainable at lowest prices. [7, 519, 161, 563]
wanted-ad: WANTED all King Country settlers to call on J. POMEROY & Co., Hamilton, and see their fine stock of Vehicles, also the Zealandia Milking Machine and I.H.C. Engines working on the premises. JAS. POMEROY & CO., Coachbuilders, Victoria Street, Hamilton. [173, 1589, 328, 1668]
skating-heading: SKATING! SKATING! [664, 38, 759, 77]
shoe-store-heading: King Country Shoe Store. [341, 498, 474, 513]
